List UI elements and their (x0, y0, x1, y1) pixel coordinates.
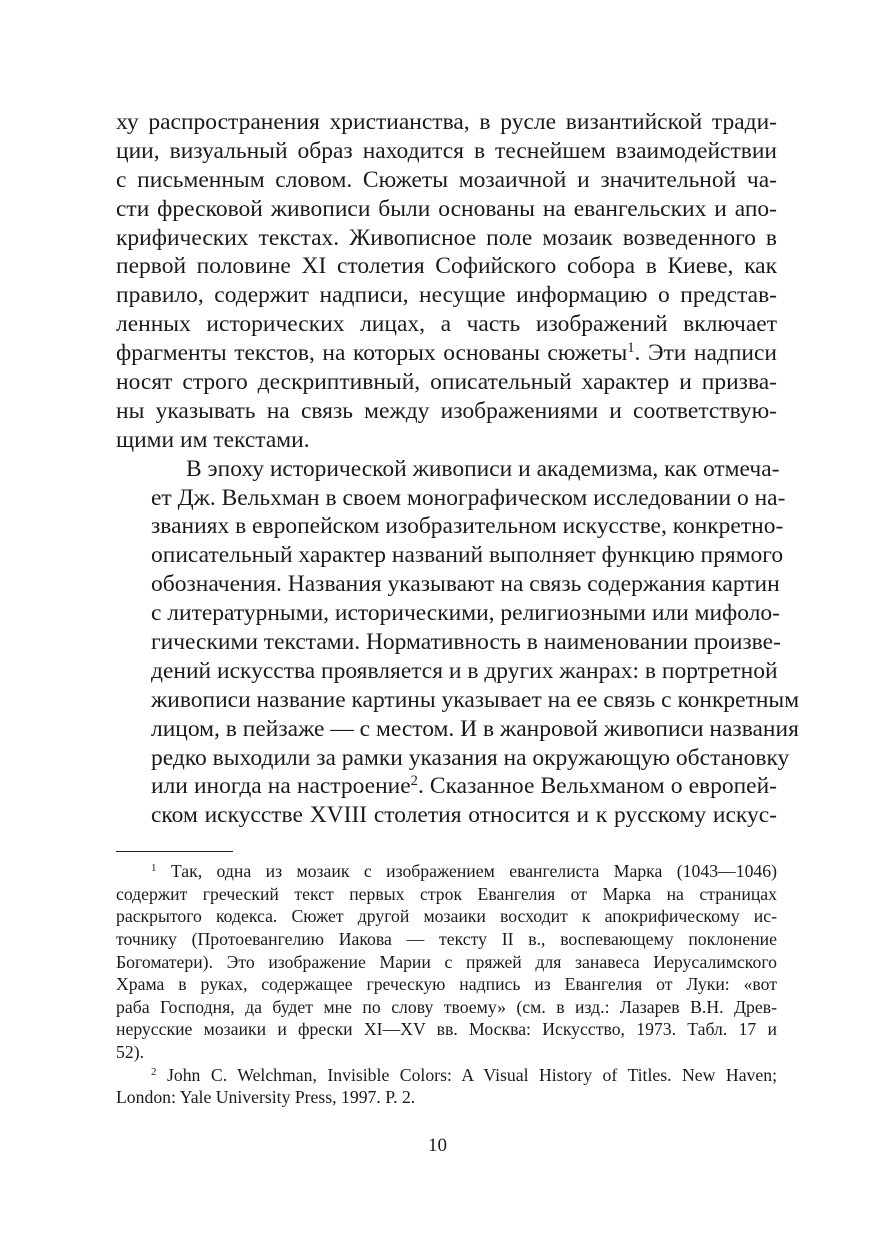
text-line: ции, визуальный образ находится в теснейшем взаимодействии (116, 137, 777, 164)
text-line: крифических текстах. Живописное поле мозаик возведенного в (116, 224, 777, 251)
text-line: редко выходили за рамки указания на окружающую обстановку (151, 744, 790, 771)
text-line: живописи название картины указывает на ее связь с конкретным (151, 686, 800, 713)
paragraph-1 (116, 108, 777, 455)
text-segment: фрагменты текстов, на которых основаны сюжеты (116, 340, 628, 367)
text-line-with-footnote-ref (116, 339, 777, 368)
footnote-line (116, 1064, 777, 1087)
text-line: обозначения. Названия указывают на связь содержания картин (151, 571, 780, 598)
text-line: с литературными, историческими, религиозными или мифоло- (151, 600, 780, 627)
text-line: щими им текстами. (116, 426, 310, 453)
text-line: ны указывать на связь между изображениями и соответствую- (116, 397, 777, 424)
footnote-line: раскрытого кодекса. Сюжет другой мозаики восходит к апокрифическому ис- (116, 906, 777, 927)
text-line: ленных исторических лицах, а часть изображений включает (116, 311, 777, 338)
footnote-line (116, 860, 777, 883)
paragraph-2 (116, 455, 800, 831)
text-line: гическими текстами. Нормативность в наименовании произве- (151, 629, 781, 656)
footnote-line: Храма в руках, содержащее греческую надпись из Евангелия от Луки: «вот (116, 974, 777, 995)
footnote-line: Богоматери). Это изображение Марии с пряжей для занавеса Иерусалимского (116, 951, 777, 972)
footnote-line: точнику (Протоевангелию Иакова — тексту II в., воспевающему поклонение (116, 929, 777, 950)
text-line: правило, содержит надписи, несущие информацию о представ- (116, 282, 777, 309)
footnote-ref-1[interactable]: 1 (627, 340, 635, 357)
page-number: 10 (428, 1135, 447, 1156)
footnote-2 (116, 1064, 777, 1109)
text-line: ет Дж. Вельхман в своем монографическом исследовании о на- (151, 484, 786, 511)
footnote-line: содержит греческий текст первых строк Евангелия от Марка на страницах (116, 883, 777, 904)
text-line: званиях в европейском изобразительном искусстве, конкретно- (151, 513, 784, 540)
text-line-with-footnote-ref (116, 772, 777, 801)
text-line: ху распространения христианства, в русле византийской тради- (116, 109, 777, 135)
text-line: сти фресковой живописи были основаны на евангельских и апо- (116, 195, 777, 222)
footnote-ref-2[interactable]: 2 (410, 773, 418, 790)
text-line: дений искусства проявляется и в других жанрах: в портретной (151, 657, 778, 684)
footnote-line: раба Господня, да будет мне по слову твоему» (см. в изд.: Лазарев В.Н. Древ- (116, 996, 777, 1017)
text-segment: или иногда на настроение (151, 773, 411, 800)
text-segment: . Эти надписи (634, 340, 777, 367)
text-segment: . Сказанное Вельхманом о европей- (417, 773, 778, 800)
page-body (116, 108, 800, 1109)
text-line: с письменным словом. Сюжеты мозаичной и значительной ча- (116, 166, 777, 193)
footnote-marker: 2 (151, 1065, 157, 1078)
text-line: описательный характер названий выполняет функцию прямого (151, 542, 784, 569)
footnotes (116, 860, 777, 1109)
footnote-separator (116, 851, 233, 852)
footnote-marker: 1 (151, 862, 157, 875)
text-segment: John C. Welchman, Invisible Colors: A Visual History of Titles. New Haven; (156, 1064, 777, 1085)
text-line: В эпоху исторической живописи и академизма, как отмеча- (186, 455, 780, 482)
footnote-line: нерусские мозаики и фрески XI—XV вв. Москва: Искусство, 1973. Табл. 17 и (116, 1019, 777, 1040)
footnote-1 (116, 860, 777, 1063)
text-line: первой половине XI столетия Софийского собора в Киеве, как (116, 253, 777, 280)
text-line: носят строго дескриптивный, описательный характер и призва- (116, 369, 777, 396)
text-line: ском искусстве XVIII столетия относится и к русскому искус- (151, 802, 777, 829)
footnote-line: London: Yale University Press, 1997. P. 2. (116, 1087, 416, 1108)
main-text (116, 108, 800, 830)
text-segment: Так, одна из мозаик с изображением евангелиста Марка (1043—1046) (156, 861, 777, 882)
text-line: лицом, в пейзаже — с местом. И в жанровой живописи названия (151, 715, 799, 742)
footnote-line: 52). (116, 1042, 144, 1063)
